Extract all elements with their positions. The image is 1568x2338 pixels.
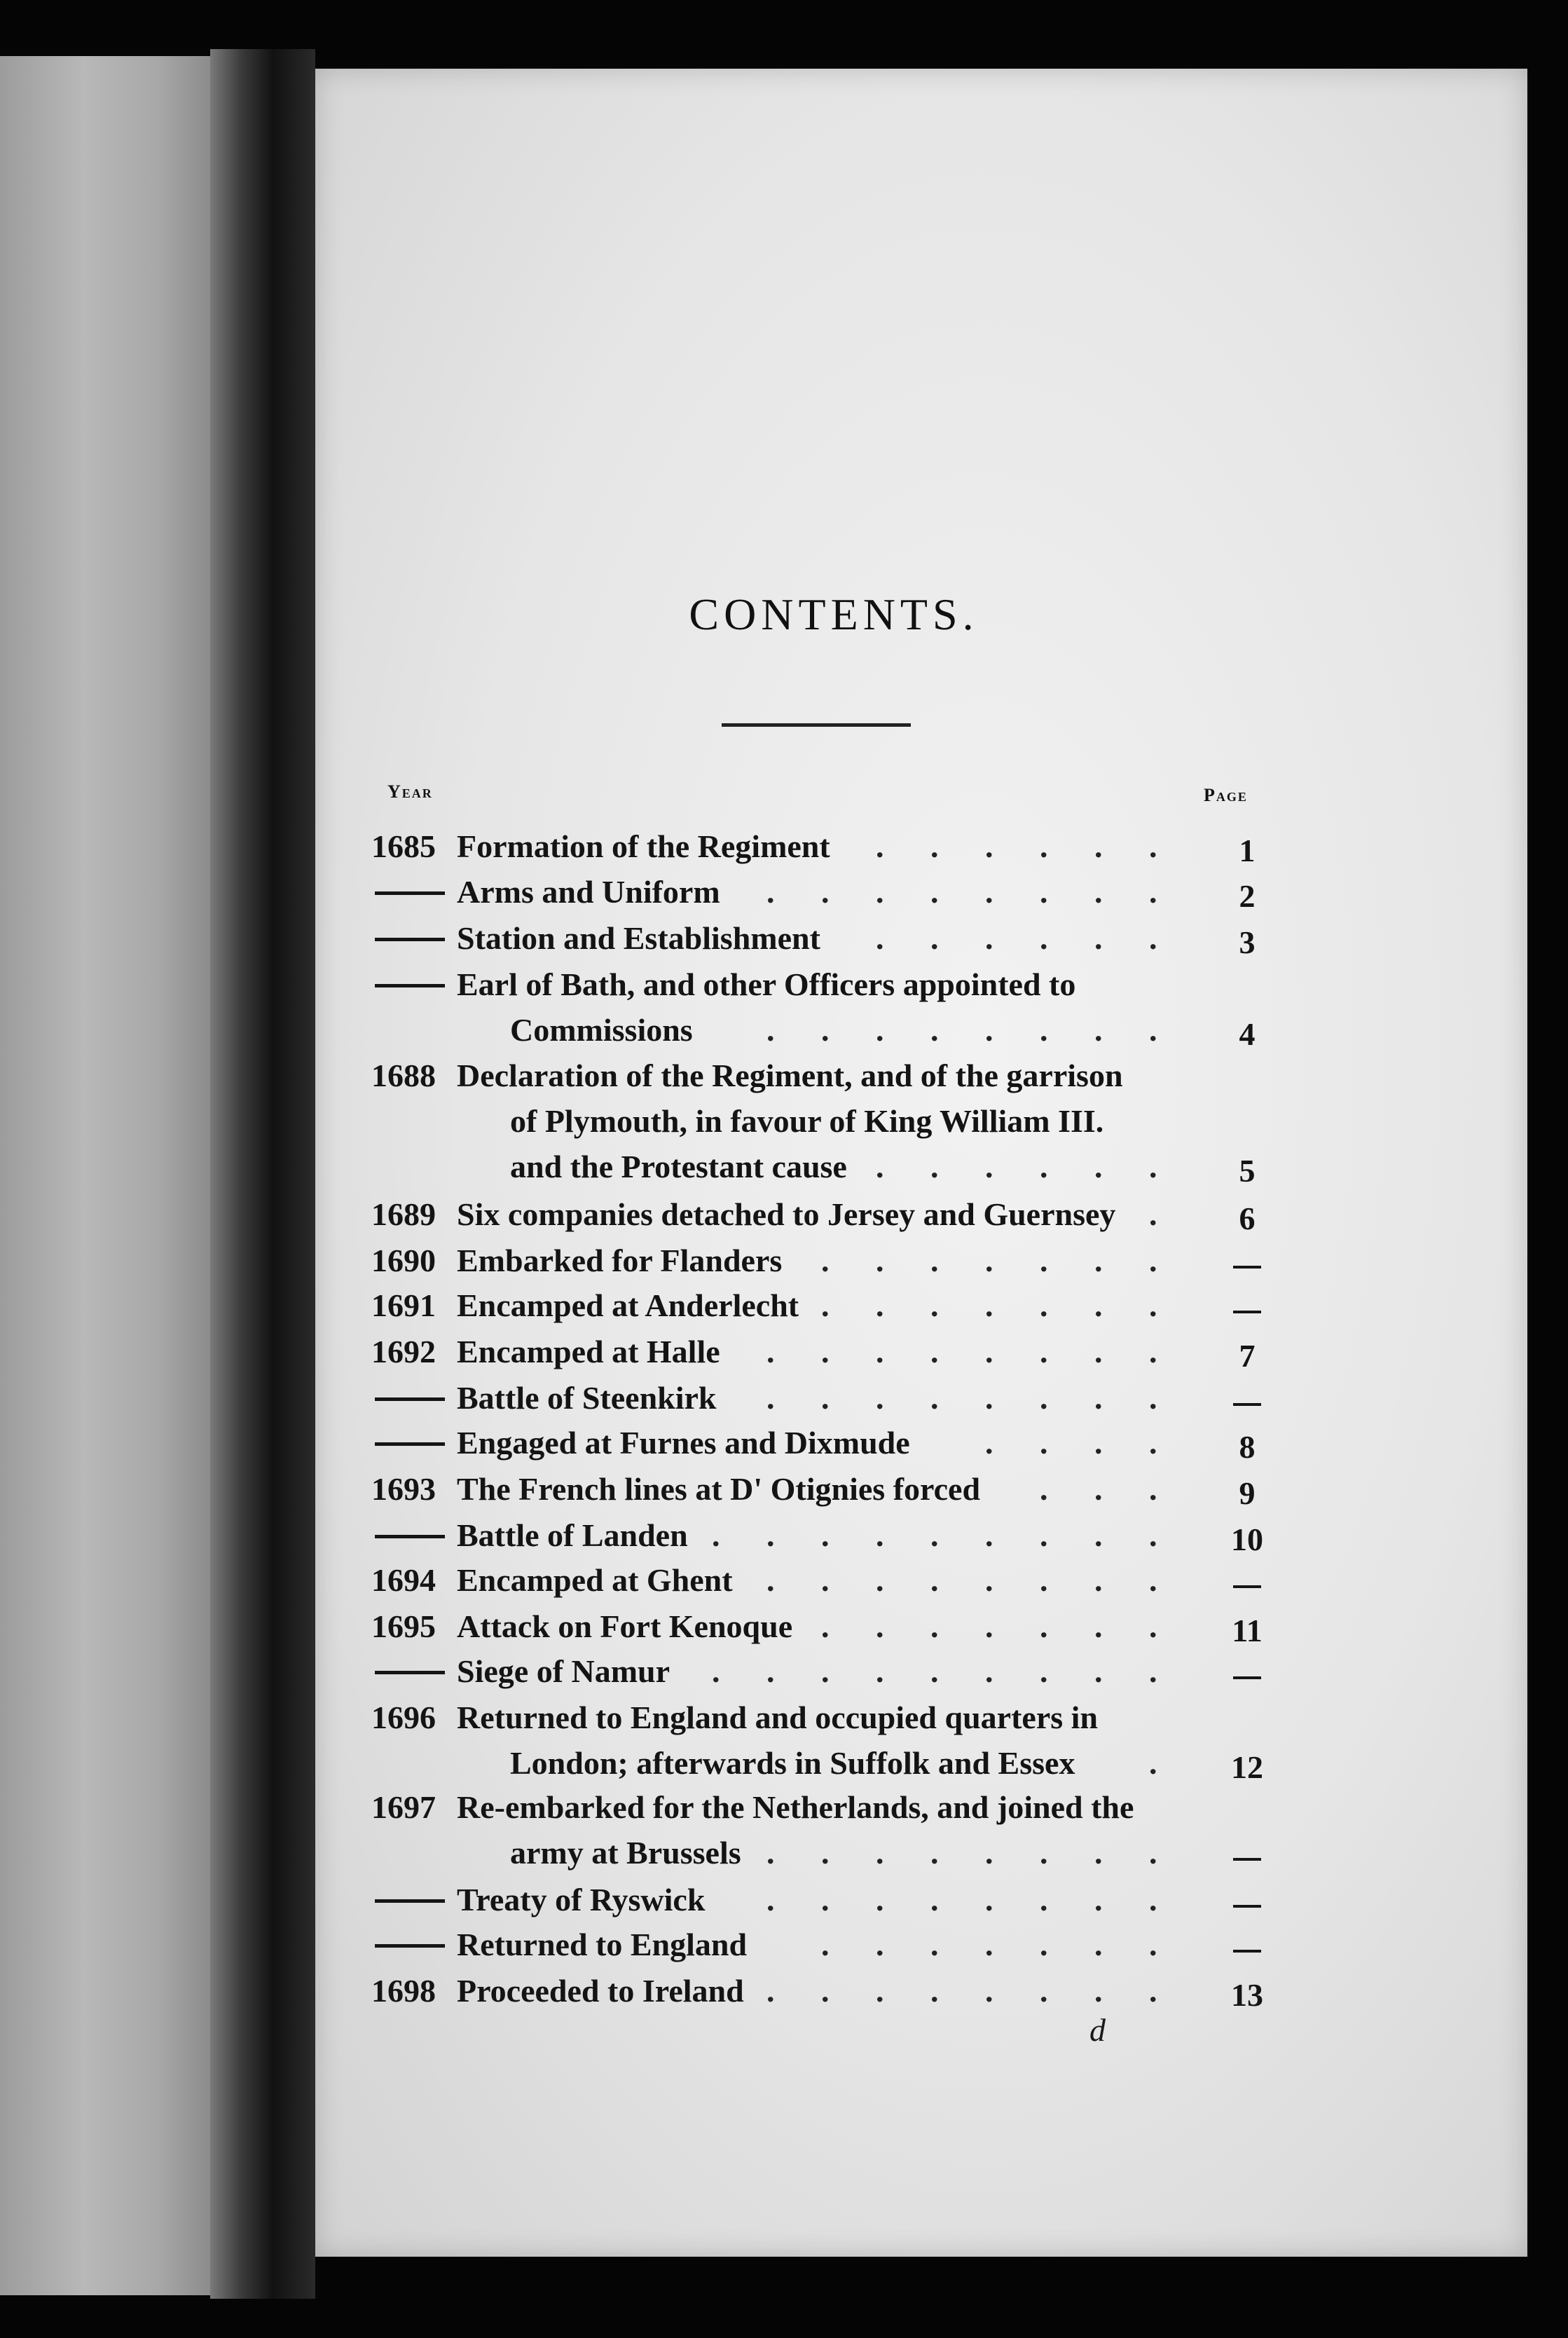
entry-page: 11 [1232,1613,1263,1648]
leader-dot: . [821,1608,830,1644]
leader-dot: . [766,1334,775,1369]
entry-page: 2 [1239,878,1256,914]
leader-dot: . [985,1287,993,1323]
leader-dot: . [1149,1243,1157,1278]
entry-text: Treaty of Ryswick [457,1882,706,1917]
entry-year: 1691 [371,1287,436,1323]
leader-dot: . [1040,1334,1048,1369]
leader-dot: . [821,1334,830,1369]
entry-text: Engaged at Furnes and Dixmude [457,1425,910,1461]
leader-dot: . [876,1380,884,1416]
leader-dot: . [876,1973,884,2009]
ditto-dash [375,984,445,987]
page-ditto-dash [1233,1905,1261,1908]
entry-text: London; afterwards in Suffolk and Essex [510,1745,1075,1781]
leader-dot: . [1149,1653,1157,1689]
leader-dot: . [1094,1471,1103,1507]
leader-dot: . [985,1012,993,1048]
leader-dot: . [1149,920,1157,956]
ditto-dash [375,1535,445,1538]
leader-dot: . [1094,1149,1103,1184]
leader-dot: . [930,1653,939,1689]
ditto-dash [375,1671,445,1674]
entry-text: Encamped at Anderlecht [457,1287,799,1323]
leader-dot: . [985,1334,993,1369]
entry-text: Encamped at Ghent [457,1562,733,1598]
entry-page: 7 [1239,1338,1256,1374]
leader-dot: . [876,874,884,910]
leader-dot: . [930,828,939,864]
leader-dot: . [930,1608,939,1644]
leader-dot: . [985,1608,993,1644]
entry-text: and the Protestant cause [510,1149,847,1184]
leader-dot: . [930,1012,939,1048]
leader-dot: . [985,1653,993,1689]
leader-dot: . [1040,1380,1048,1416]
leader-dot: . [1094,874,1103,910]
ditto-dash [375,891,445,895]
leader-dot: . [1149,1835,1157,1871]
leader-dot: . [1149,1562,1157,1598]
leader-dot: . [985,1517,993,1553]
entry-text: Declaration of the Regiment, and of the garrison [457,1058,1123,1093]
leader-dot: . [766,874,775,910]
leader-dot: . [876,1927,884,1962]
leader-dot: . [876,1012,884,1048]
leader-dot: . [1094,920,1103,956]
leader-dot: . [930,920,939,956]
entry-year: 1696 [371,1700,436,1735]
leader-dot: . [821,1973,830,2009]
entry-page: 8 [1239,1429,1256,1465]
leader-dot: . [821,1835,830,1871]
leader-dot: . [1040,1973,1048,2009]
leader-dot: . [876,1334,884,1369]
entry-page: 5 [1239,1153,1256,1189]
entry-year: 1693 [371,1471,436,1507]
entry-text: Formation of the Regiment [457,828,830,864]
leader-dot: . [1040,874,1048,910]
leader-dot: . [766,1380,775,1416]
leader-dot: . [1094,1287,1103,1323]
leader-dot: . [1149,828,1157,864]
entry-text: Siege of Namur [457,1653,670,1689]
leader-dot: . [930,874,939,910]
leader-dot: . [766,1517,775,1553]
leader-dot: . [985,874,993,910]
entry-text: Attack on Fort Kenoque [457,1608,793,1644]
leader-dot: . [1149,1471,1157,1507]
leader-dot: . [930,1835,939,1871]
leader-dot: . [876,1149,884,1184]
leader-dot: . [1040,1149,1048,1184]
leader-dot: . [985,1882,993,1917]
ditto-dash [375,1397,445,1401]
leader-dot: . [1094,828,1103,864]
entry-page: 10 [1231,1522,1263,1557]
entry-page: 6 [1239,1201,1256,1236]
leader-dot: . [1040,1471,1048,1507]
leader-dot: . [1149,1012,1157,1048]
leader-dot: . [1149,1927,1157,1962]
leader-dot: . [766,1562,775,1598]
leader-dot: . [1040,1835,1048,1871]
leader-dot: . [930,1287,939,1323]
leader-dot: . [876,1835,884,1871]
leader-dot: . [1094,1927,1103,1962]
ditto-dash [375,1944,445,1948]
page-ditto-dash [1233,1266,1261,1269]
leader-dot: . [876,1243,884,1278]
page-ditto-dash [1233,1311,1261,1313]
leader-dot: . [1040,1287,1048,1323]
page-ditto-dash [1233,1858,1261,1861]
leader-dot: . [821,1517,830,1553]
leader-dot: . [876,1287,884,1323]
entry-text: Proceeded to Ireland [457,1973,744,2009]
entry-year: 1697 [371,1789,436,1825]
leader-dot: . [985,1562,993,1598]
leader-dot: . [821,1882,830,1917]
leader-dot: . [766,1835,775,1871]
leader-dot: . [985,1425,993,1461]
page-column-header: Page [1204,785,1248,805]
leader-dot: . [985,828,993,864]
leader-dot: . [766,1012,775,1048]
leader-dot: . [1149,874,1157,910]
leader-dot: . [821,1380,830,1416]
leader-dot: . [1094,1608,1103,1644]
ditto-dash [375,1899,445,1903]
leader-dot: . [985,920,993,956]
page-ditto-dash [1233,1403,1261,1406]
leader-dot: . [1149,1334,1157,1369]
leader-dot: . [1094,1562,1103,1598]
leader-dot: . [985,1243,993,1278]
entry-text: Arms and Uniform [457,874,720,910]
leader-dot: . [1040,828,1048,864]
leader-dot: . [1094,1835,1103,1871]
entry-text: Earl of Bath, and other Officers appointed to [457,966,1076,1002]
leader-dot: . [766,1973,775,2009]
leader-dot: . [1040,1653,1048,1689]
leader-dot: . [876,828,884,864]
entry-page: 1 [1239,833,1256,868]
leader-dot: . [712,1653,720,1689]
leader-dot: . [1094,1653,1103,1689]
entry-text: Battle of Steenkirk [457,1380,717,1416]
leader-dot: . [876,1653,884,1689]
leader-dot: . [876,1608,884,1644]
leader-dot: . [985,1927,993,1962]
entry-text: Embarked for Flanders [457,1243,783,1278]
leader-dot: . [1149,1608,1157,1644]
leader-dot: . [1094,1882,1103,1917]
page-ditto-dash [1233,1676,1261,1679]
leader-dot: . [985,1149,993,1184]
entry-text: Station and Establishment [457,920,820,956]
leader-dot: . [1040,1243,1048,1278]
entry-text: Encamped at Halle [457,1334,720,1369]
leader-dot: . [930,1334,939,1369]
leader-dot: . [1040,1562,1048,1598]
entry-text: Commissions [510,1012,693,1048]
entry-text: Battle of Landen [457,1517,688,1553]
leader-dot: . [712,1517,720,1553]
leader-dot: . [766,1882,775,1917]
leader-dot: . [1149,1517,1157,1553]
leader-dot: . [930,1149,939,1184]
leader-dot: . [930,1243,939,1278]
entry-year: 1688 [371,1058,436,1093]
leader-dot: . [930,1973,939,2009]
entry-text: The French lines at D' Otignies forced [457,1471,981,1507]
leader-dot: . [1040,1012,1048,1048]
leader-dot: . [1040,1608,1048,1644]
entry-text: Six companies detached to Jersey and Guernsey [457,1196,1116,1232]
leader-dot: . [1094,1380,1103,1416]
leader-dot: . [930,1562,939,1598]
leader-dot: . [821,1653,830,1689]
entry-page: 13 [1231,1977,1263,2013]
leader-dot: . [930,1882,939,1917]
leader-dot: . [1149,1882,1157,1917]
leader-dot: . [1040,920,1048,956]
entry-text: Re-embarked for the Netherlands, and joined the [457,1789,1134,1825]
entry-year: 1689 [371,1196,436,1232]
page-ditto-dash [1233,1950,1261,1953]
ditto-dash [375,938,445,941]
leader-dot: . [985,1380,993,1416]
leader-dot: . [766,1653,775,1689]
leader-dot: . [1149,1745,1157,1781]
signature-mark: d [1089,2012,1106,2048]
leader-dot: . [821,1012,830,1048]
leader-dot: . [1149,1149,1157,1184]
entry-year: 1690 [371,1243,436,1278]
leader-dot: . [1149,1196,1157,1232]
entry-year: 1685 [371,828,436,864]
leader-dot: . [1040,1927,1048,1962]
leader-dot: . [876,920,884,956]
year-column-header: Year [387,781,433,802]
leader-dot: . [876,1882,884,1917]
entry-page: 3 [1239,924,1256,960]
leader-dot: . [1040,1517,1048,1553]
leader-dot: . [1094,1334,1103,1369]
leader-dot: . [930,1380,939,1416]
leader-dot: . [1040,1425,1048,1461]
leader-dot: . [1094,1243,1103,1278]
page-ditto-dash [1233,1585,1261,1588]
leader-dot: . [1149,1973,1157,2009]
leader-dot: . [985,1973,993,2009]
leader-dot: . [876,1562,884,1598]
leader-dot: . [821,1927,830,1962]
entry-text: Returned to England [457,1927,748,1962]
leader-dot: . [876,1517,884,1553]
leader-dot: . [1094,1973,1103,2009]
entry-text: of Plymouth, in favour of King William III. [510,1103,1104,1139]
entry-text: Returned to England and occupied quarters in [457,1700,1099,1735]
leader-dot: . [985,1835,993,1871]
entry-page: 4 [1239,1016,1256,1052]
leader-dot: . [821,1562,830,1598]
ditto-dash [375,1442,445,1446]
leader-dot: . [1149,1425,1157,1461]
leader-dot: . [821,874,830,910]
leader-dot: . [1094,1517,1103,1553]
entry-year: 1692 [371,1334,436,1369]
entry-year: 1694 [371,1562,436,1598]
leader-dot: . [930,1517,939,1553]
entry-year: 1695 [371,1608,436,1644]
entry-page: 12 [1231,1749,1263,1785]
leader-dot: . [930,1927,939,1962]
entry-year: 1698 [371,1973,436,2009]
leader-dot: . [1094,1012,1103,1048]
leader-dot: . [821,1287,830,1323]
leader-dot: . [1094,1425,1103,1461]
leader-dot: . [1149,1380,1157,1416]
page-title: CONTENTS. [689,589,979,639]
entry-page: 9 [1239,1475,1256,1511]
leader-dot: . [1040,1882,1048,1917]
entry-text: army at Brussels [510,1835,741,1871]
leader-dot: . [1149,1287,1157,1323]
leader-dot: . [821,1243,830,1278]
